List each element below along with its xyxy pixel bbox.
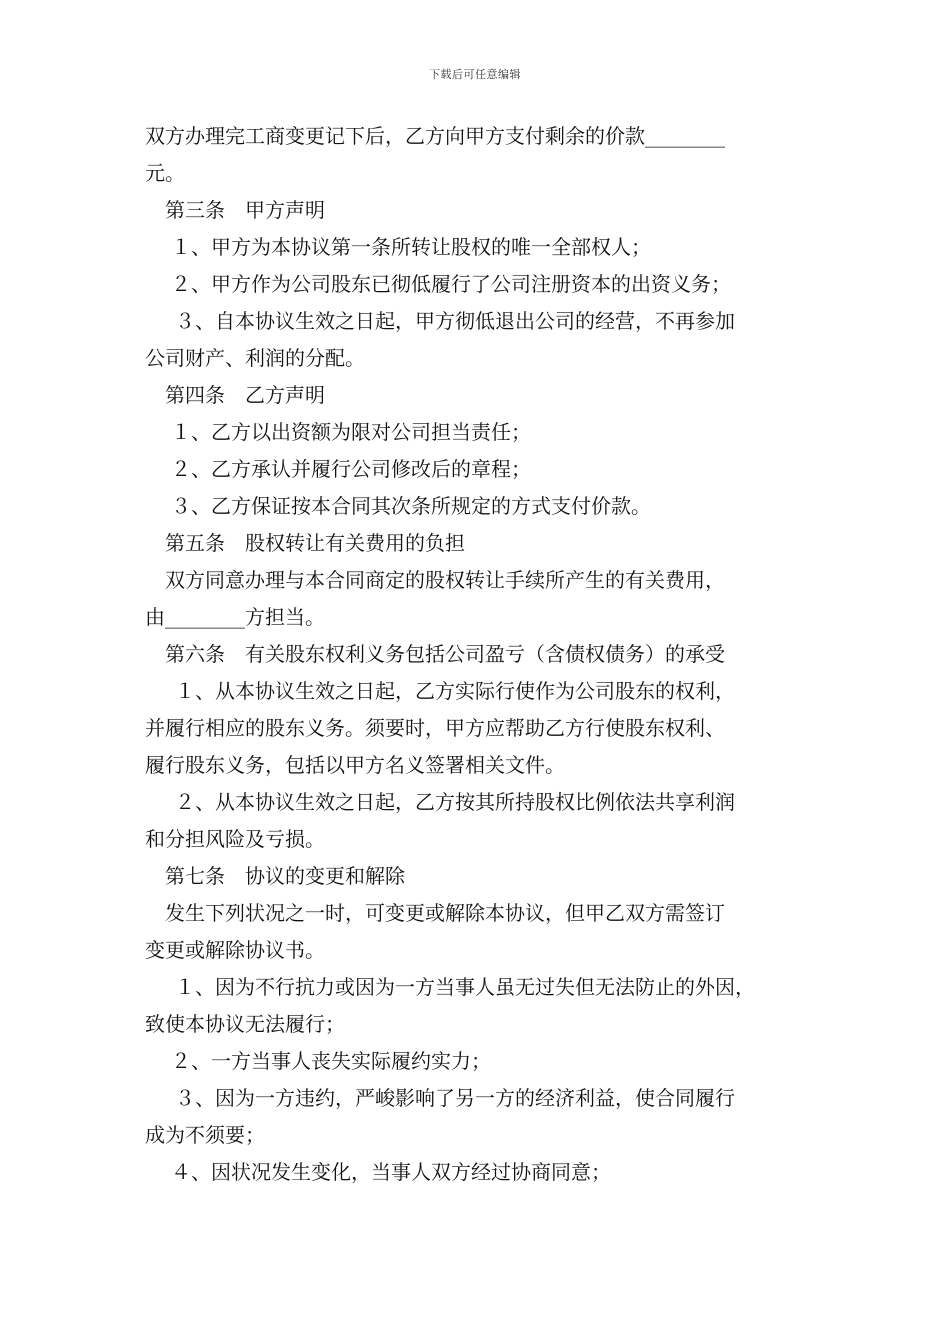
- article-heading: 第三条 甲方声明: [165, 198, 325, 222]
- text-line: 发生下列状况之一时，可变更或解除本协议，但甲乙双方需签订: [165, 901, 725, 925]
- text-line: ２、一方当事人丧失实际履约实力；: [171, 1049, 491, 1073]
- text-line: １、因为不行抗力或因为一方当事人虽无过失但无法防止的外因，: [175, 975, 755, 999]
- text-line: 双方同意办理与本合同商定的股权转让手续所产生的有关费用，: [165, 568, 725, 592]
- text-line: ３、自本协议生效之日起，甲方彻低退出公司的经营，不再参加: [175, 309, 735, 333]
- text-line: 和分担风险及亏损。: [145, 827, 325, 851]
- text-line: 变更或解除协议书。: [145, 938, 325, 962]
- text-line: １、从本协议生效之日起，乙方实际行使作为公司股东的权利，: [175, 679, 735, 703]
- text-line: ２、从本协议生效之日起，乙方按其所持股权比例依法共享利润: [175, 790, 735, 814]
- text-line: 双方办理完工商变更记下后，乙方向甲方支付剩余的价款________: [145, 124, 725, 148]
- text-line: 成为不须要；: [145, 1123, 265, 1147]
- text-line: 由________方担当。: [145, 605, 325, 629]
- text-line: 并履行相应的股东义务。须要时，甲方应帮助乙方行使股东权利、: [145, 716, 725, 740]
- article-heading: 第四条 乙方声明: [165, 383, 325, 407]
- page-header: 下载后可任意编辑: [429, 68, 521, 81]
- text-line: ３、乙方保证按本合同其次条所规定的方式支付价款。: [171, 494, 651, 518]
- text-line: １、乙方以出资额为限对公司担当责任；: [171, 420, 531, 444]
- text-line: ２、甲方作为公司股东已彻低履行了公司注册资本的出资义务；: [171, 272, 731, 296]
- article-heading: 第六条 有关股东权利义务包括公司盈亏（含债权债务）的承受: [165, 642, 725, 666]
- article-heading: 第七条 协议的变更和解除: [165, 864, 405, 888]
- article-heading: 第五条 股权转让有关费用的负担: [165, 531, 465, 555]
- text-line: １、甲方为本协议第一条所转让股权的唯一全部权人；: [171, 235, 651, 259]
- text-line: 致使本协议无法履行；: [145, 1012, 345, 1036]
- document-body: [145, 118, 810, 1191]
- text-line: 履行股东义务，包括以甲方名义签署相关文件。: [145, 753, 565, 777]
- text-line: ４、因状况发生变化，当事人双方经过协商同意；: [171, 1160, 611, 1184]
- text-line: 公司财产、利润的分配。: [145, 346, 365, 370]
- text-line: 元。: [145, 161, 185, 185]
- text-line: ２、乙方承认并履行公司修改后的章程；: [171, 457, 531, 481]
- text-line: ３、因为一方违约，严峻影响了另一方的经济利益，使合同履行: [175, 1086, 735, 1110]
